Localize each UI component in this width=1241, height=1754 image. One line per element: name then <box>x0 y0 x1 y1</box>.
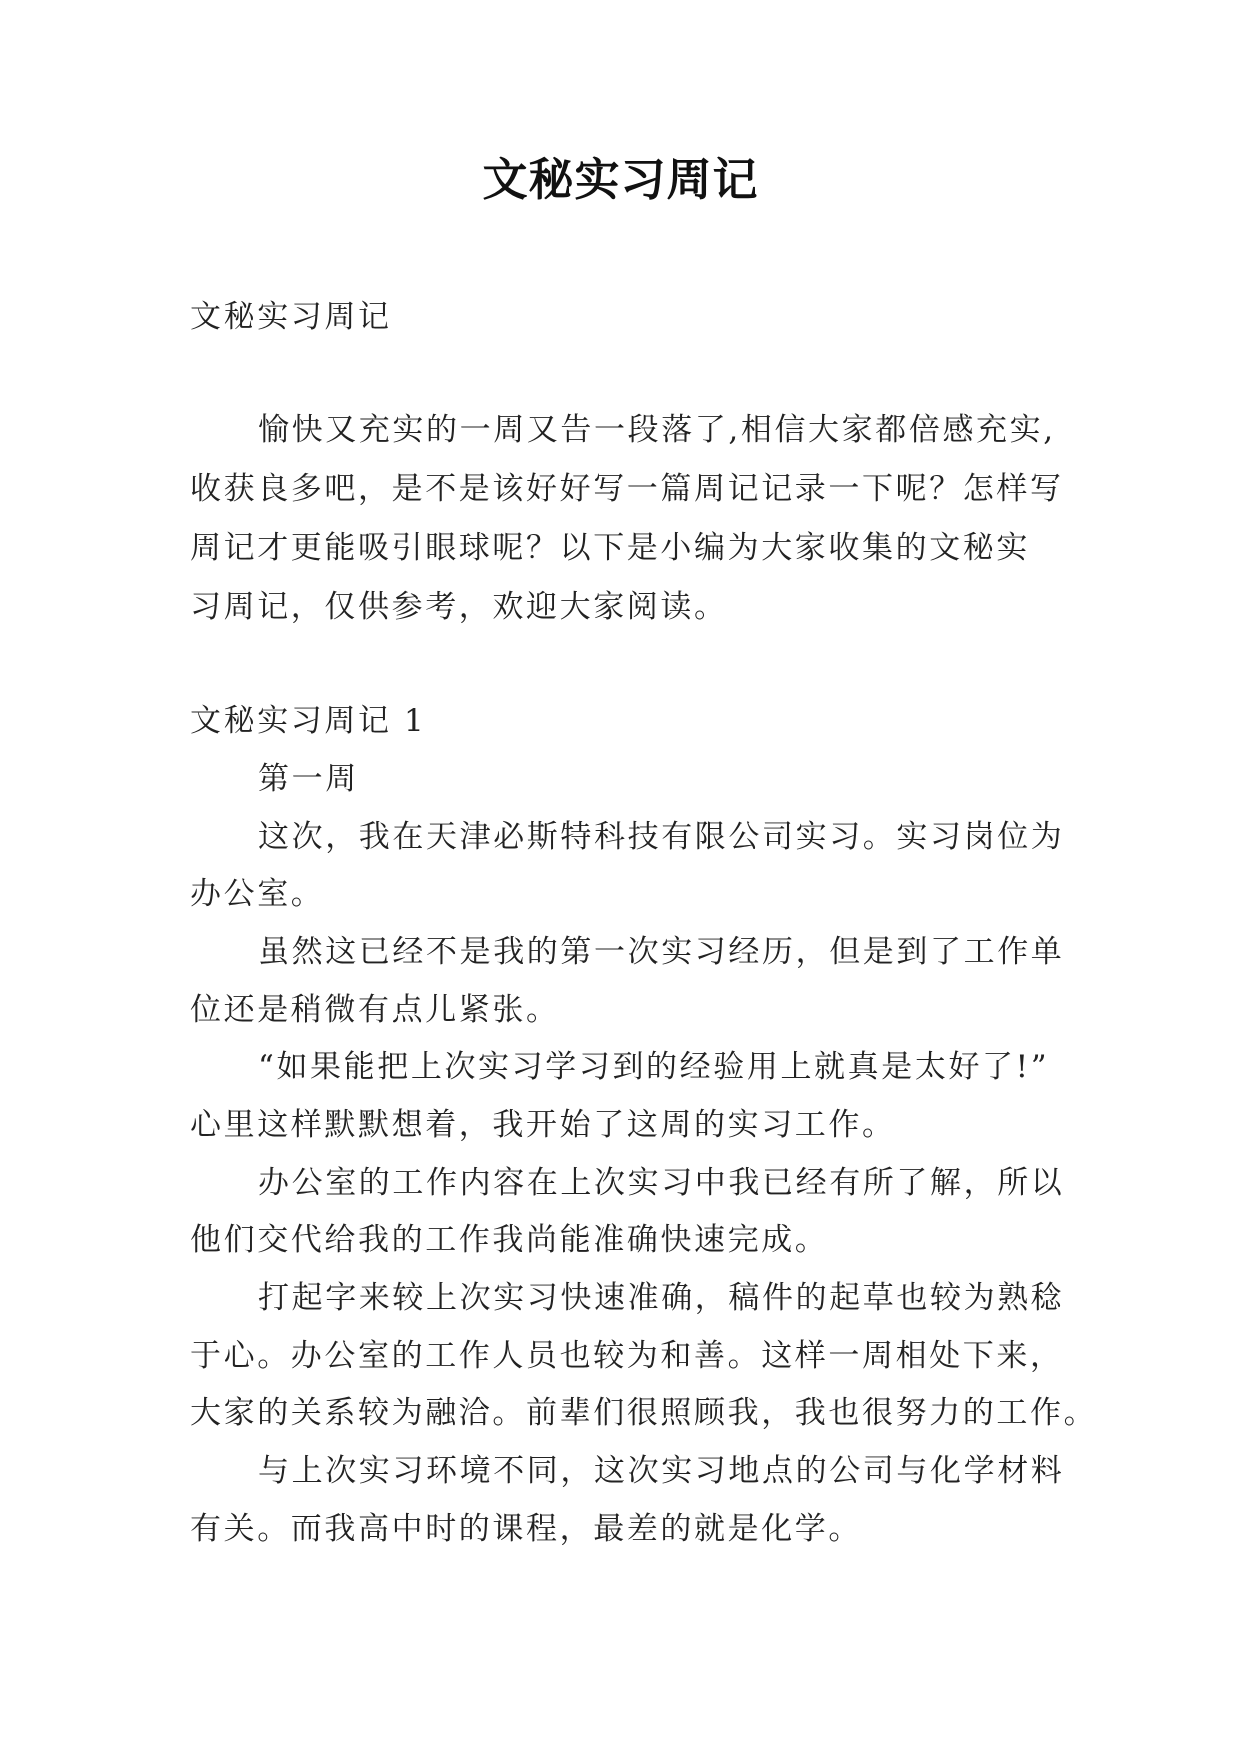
body-line: “如果能把上次实习学习到的经验用上就真是太好了!” <box>258 1049 1050 1085</box>
body-line: 办公室的工作内容在上次实习中我已经有所了解，所以 <box>258 1165 1065 1201</box>
document-subtitle: 文秘实习周记 <box>190 299 392 335</box>
section-heading: 文秘实习周记 1 <box>190 703 427 739</box>
document-title: 文秘实习周记 <box>482 153 759 206</box>
body-line: 心里这样默默想着，我开始了这周的实习工作。 <box>190 1107 896 1143</box>
body-line: 这次，我在天津必斯特科技有限公司实习。实习岗位为 <box>258 819 1065 855</box>
body-line: 打起字来较上次实习快速准确，稿件的起草也较为熟稔 <box>258 1280 1065 1316</box>
body-line: 于心。办公室的工作人员也较为和善。这样一周相处下来， <box>190 1338 1064 1374</box>
intro-line: 习周记，仅供参考，欢迎大家阅读。 <box>190 589 728 625</box>
body-line: 位还是稍微有点儿紧张。 <box>190 992 560 1028</box>
intro-line: 收获良多吧，是不是该好好写一篇周记记录一下呢？怎样写 <box>190 471 1064 507</box>
body-line: 他们交代给我的工作我尚能准确快速完成。 <box>190 1222 829 1258</box>
body-line: 大家的关系较为融洽。前辈们很照顾我，我也很努力的工作。 <box>190 1395 1098 1431</box>
intro-line: 周记才更能吸引眼球呢？以下是小编为大家收集的文秘实 <box>190 530 1030 566</box>
body-line: 办公室。 <box>190 876 325 912</box>
body-line: 与上次实习环境不同，这次实习地点的公司与化学材料 <box>258 1453 1065 1489</box>
body-line: 有关。而我高中时的课程，最差的就是化学。 <box>190 1511 862 1547</box>
body-line: 虽然这已经不是我的第一次实习经历，但是到了工作单 <box>258 934 1065 970</box>
intro-line: 愉快又充实的一周又告一段落了,相信大家都倍感充实, <box>258 412 1056 448</box>
week-label: 第一周 <box>258 761 359 797</box>
